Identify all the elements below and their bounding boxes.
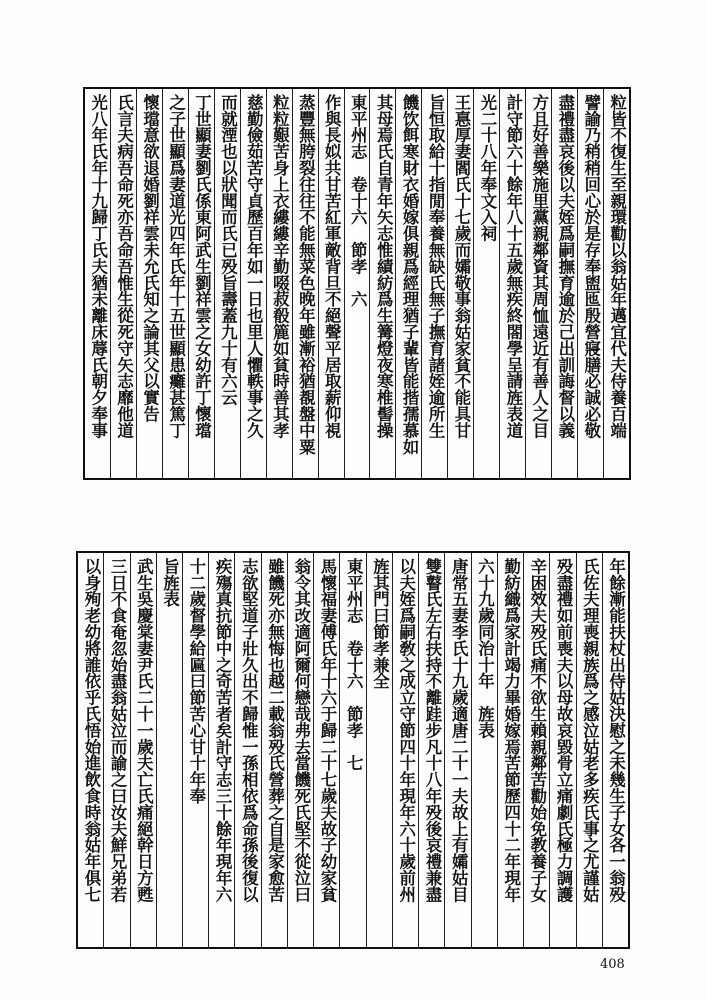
column-text: 氏佐夫理喪親族爲之感泣姑老多疾氏事之尤謹姑 [580, 558, 600, 903]
text-column [366, 553, 392, 947]
text-column [525, 89, 551, 478]
column-text: 饑饮餌寒財衣婚嫁俱親爲經理猶子輩皆能揩孺慕如 [400, 94, 420, 455]
text-column [162, 89, 188, 478]
column-text: 旨恒取給十指閒奉養無缺氏無子撫育諸姪逾所生 [426, 94, 446, 439]
text-column [471, 553, 497, 947]
text-column [136, 89, 162, 478]
column-text: 十二歲督學給匾曰節苦心甘十年奉 [186, 558, 206, 804]
text-column [523, 553, 549, 947]
text-column [392, 553, 418, 947]
text-block-top [83, 87, 631, 480]
text-column [103, 553, 129, 947]
column-text: 六十九歲同治十年 旌表 [475, 558, 495, 739]
text-column [188, 89, 214, 478]
text-column [576, 553, 602, 947]
column-text: 蒸豐無胯裂往往不能無菜色晚年雖漸裕猶覩盤中粟 [296, 94, 316, 455]
column-text: 以身殉老幼將誰依乎氏悟始進飲食時翁姑年俱七 [81, 558, 101, 903]
column-text: 旌其門曰節孝兼全 [370, 558, 390, 690]
text-column [85, 89, 110, 478]
column-text: 計守節六十餘年八十五歲無疾終閤學呈請旌表道 [503, 94, 523, 439]
text-column [418, 553, 444, 947]
text-block-bottom [76, 551, 630, 949]
column-text: 慈勤儉茹苦守貞歷百年如一日也里人懼軼事之久 [244, 94, 264, 439]
column-text: 方且好善樂施里黨親鄰資其周恤遠近有善人之目 [529, 94, 549, 439]
column-text: 武生吳慶棠妻尹氏二十一歲夫亡氏痛絕幹日方甦 [134, 558, 154, 903]
text-column [156, 553, 182, 947]
text-column [497, 553, 523, 947]
column-text: 勤紡織爲家計竭力畢婚嫁焉苦節歷四十二年現年 [501, 558, 521, 903]
column-text: 辛困效夫殁氏痛不欲生賴親鄰苦勸始免教養子女 [527, 558, 547, 903]
column-text: 志欲堅道子壯久出不歸惟一孫相依爲命孫後復以 [239, 558, 259, 903]
text-column [266, 89, 292, 478]
text-column [130, 553, 156, 947]
text-column [602, 553, 628, 947]
text-column [549, 553, 575, 947]
column-text: 殁盡禮如前喪夫以母故哀毀骨立痛劇氏極力調護 [554, 558, 574, 903]
column-text: 懷璫意欲退婚劉祥雲未允氏知之論其父以實告 [140, 94, 160, 422]
column-text: 之子世顯爲妻道光四年氏年十五世顯患癱甚篤丁 [166, 94, 186, 439]
column-text: 翁令其改適阿爾何戀哉弗去當饑死氏堅不從泣曰 [291, 558, 311, 903]
column-text: 作與長姒共甘苦紅軍敵背旦不絕聲平居取薪仰視 [322, 94, 342, 439]
text-column [313, 553, 339, 947]
column-text: 盡禮盡哀後以夫姪爲嗣撫育逾於己出訓誨督以義 [555, 94, 575, 439]
text-column [261, 553, 287, 947]
text-column [234, 553, 260, 947]
text-column [182, 553, 208, 947]
column-text: 光八年氏年十九歸丁氏夫猶未離床蓐氏朝夕奉事 [88, 94, 108, 439]
text-column [78, 553, 103, 947]
text-column [369, 89, 395, 478]
text-column [395, 89, 421, 478]
text-column [444, 553, 470, 947]
text-column [603, 89, 629, 478]
top-columns [85, 89, 629, 478]
text-column [473, 89, 499, 478]
text-column [421, 89, 447, 478]
page-number: 408 [600, 957, 625, 972]
column-text: 以夫姪爲嗣敎之成立守節四十年現年六十歲前州 [396, 558, 416, 903]
text-column [447, 89, 473, 478]
text-column [214, 89, 240, 478]
column-text: 粒粒艱苦身上衣縷縷辛勤啜菽殽簏如貧時善其孝 [270, 94, 290, 439]
column-text: 雖饑死亦無悔也越二載翁殁氏營葬之自是家愈苦 [265, 558, 285, 903]
text-column [287, 553, 313, 947]
column-text: 光二十八年奉文入祠 [477, 94, 497, 242]
column-text: 譬諭乃稍稍回心於是存奉盥匜殷營寢膳必誠必敬 [581, 94, 601, 439]
gazetteer-title: 東平州志 卷十六 節孝 六 [348, 94, 368, 308]
column-text: 氏言夫病吾命死亦吾命吾惟生從死守矢志靡他道 [114, 94, 134, 439]
column-text: 三日不食奄忽始盡翁姑泣而諭之曰汝夫鮮兄弟若 [108, 558, 128, 903]
column-text: 丁世顯妻劉氏係東阿武生劉祥雲之女幼許丁懷璫 [192, 94, 212, 439]
text-column [577, 89, 603, 478]
text-column [240, 89, 266, 478]
text-column [110, 89, 136, 478]
column-text: 疾殤真抗節中之奇苦者矣計守志三十餘年現年六 [213, 558, 233, 903]
bottom-columns [78, 553, 628, 947]
column-text: 粒皆不復生至親環勸以翁姑年邁宜代夫侍養百端 [607, 94, 627, 439]
text-column [499, 89, 525, 478]
column-text: 雙瞽氏左右扶持不離跬步凡十八年殁後哀禮兼盡 [422, 558, 442, 903]
column-text: 年餘漸能扶杖出侍姑決慰之未幾生子女各一翁殁 [606, 558, 626, 903]
text-column [208, 553, 234, 947]
column-text: 王惪厚妻閻氏十七歲而孀敬事翁姑家貧不能具甘 [452, 94, 471, 439]
gazetteer-title-column [339, 553, 365, 947]
column-text: 唐常五妻李氏十九歲適唐二十一夫故上有孀姑目 [449, 558, 469, 903]
text-column [551, 89, 577, 478]
column-text: 其母焉氏自青年矢志惟績紡爲生篝燈夜寒椎髻操 [374, 94, 394, 439]
column-text: 馬懷福妻傅氏年十六于歸二十七歲夫故子幼家貧 [318, 558, 337, 903]
text-column [318, 89, 344, 478]
gazetteer-title-column [344, 89, 370, 478]
gazetteer-title: 東平州志 卷十六 節孝 七 [344, 558, 364, 772]
text-column [292, 89, 318, 478]
column-text: 而就湮也以狀聞而氏已殁旨壽蓋九十有六云 [218, 94, 238, 406]
column-text: 旨旌表 [160, 558, 180, 608]
